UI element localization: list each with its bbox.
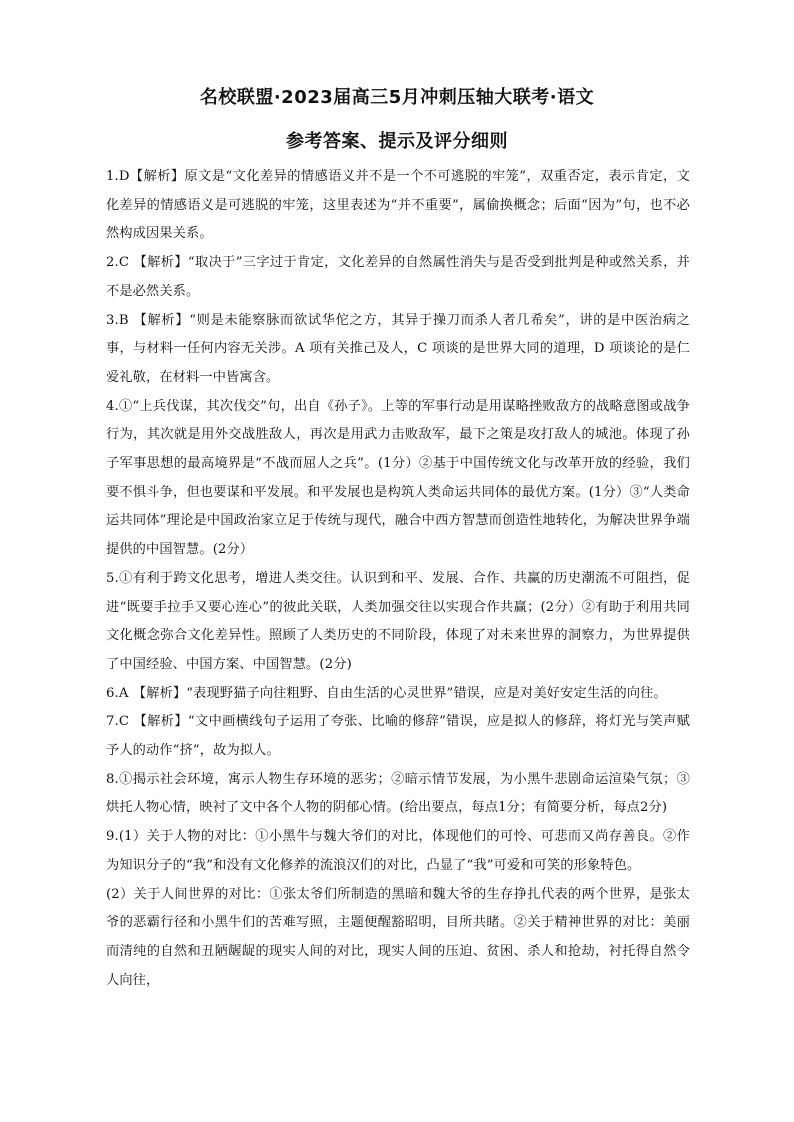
answer-item-8: 8.①揭示社会环境，寓示人物生存环境的恶劣；②暗示情节发展，为小黑牛悲剧命运渲染气氛；③烘托人物心情，映衬了文中各个人物的阴郁心情。(给出要点，每点1分；有简要分析，每点2分) [106, 771, 690, 816]
answer-item-6: 6.A 【解析】“表现野猫子向往粗野、自由生活的心灵世界”错误，应是对美好安定生活的向往。 [106, 685, 667, 701]
page-subtitle: 参考答案、提示及评分细则 [286, 131, 508, 152]
answer-item-9-part-2: (2）关于人间世界的对比：①张太爷们所制造的黑暗和魏大爷的生存挣扎代表的两个世界，是张太爷的恶霸行径和小黑牛们的苦难写照，主题便醒豁昭明，目所共睹。②关于精神世界的对比：美丽而清纯的自然和丑陋龌龊的现实人间的对比，现实人间的压迫、贫困、杀人和抢劫，衬托得自然令人向往， [106, 886, 690, 988]
answer-item-9-part-1: 9.(1）关于人物的对比：①小黑牛与魏大爷们的对比，体现他们的可怜、可悲而又尚存善良。②作为知识分子的“我”和没有文化修养的流浪汉们的对比，凸显了“我”可爱和可笑的形象特色。 [106, 829, 690, 873]
answer-list [106, 163, 690, 995]
answer-item-5: 5.①有利于跨文化思考，增进人类交往。认识到和平、发展、合作、共赢的历史潮流不可阻挡，促进“既要手拉手又要心连心”的彼此关联，人类加强交往以实现合作共赢；(2分）②有助于利用共同文化概念弥合文化差异性。照顾了人类历史的不同阶段，体现了对未来世界的洞察力，为世界提供了中国经验、中国方案、中国智慧。(2分) [106, 570, 690, 672]
answer-item-7: 7.C 【解析】“文中画横线句子运用了夸张、比喻的修辞”错误，应是拟人的修辞，将灯光与笑声赋予人的动作“挤”，故为拟人。 [106, 714, 690, 759]
answer-item-3: 3.B 【解析】“则是未能察脉而欲试华佗之方，其异于操刀而杀人者几希矣”，讲的是中医治病之事，与材料一任何内容无关涉。A 项有关推己及人，C 项谈的是世界大同的道理，D 项谈论的是仁爱礼敬，在材料一中皆寓含。 [106, 312, 690, 385]
answer-item-2: 2.C 【解析】“取决于”三字过于肯定，文化差异的自然属性消失与是否受到批判是种或然关系，并不是必然关系。 [106, 255, 690, 299]
answer-item-4: 4.①“上兵伐谋，其次伐交”句，出自《孙子》。上等的军事行动是用谋略挫败敌方的战略意图或战争行为，其次就是用外交战胜敌人，再次是用武力击败敌军，最下之策是攻打敌人的城池。体现了孙子军事思想的最高境界是“不战而屈人之兵”。(1分）②基于中国传统文化与改革开放的经验，我们要不惧斗争，但也要谋和平发展。和平发展也是构筑人类命运共同体的最优方案。(1分）③“人类命运共同体”理论是中国政治家立足于传统与现代，融合中西方智慧而创造性地转化，为解决世界争端提供的中国智慧。(2分） [106, 398, 690, 558]
page-title: 名校联盟·2023届高三5月冲刺压轴大联考·语文 [199, 87, 595, 108]
answer-item-1: 1.D【解析】原文是“文化差异的情感语义并不是一个不可逃脱的牢笼”，双重否定，表示肯定，文化差异的情感语义是可逃脱的牢笼，这里表述为“并不重要”，属偷换概念；后面“因为”句，也不必然构成因果关系。 [106, 169, 690, 242]
